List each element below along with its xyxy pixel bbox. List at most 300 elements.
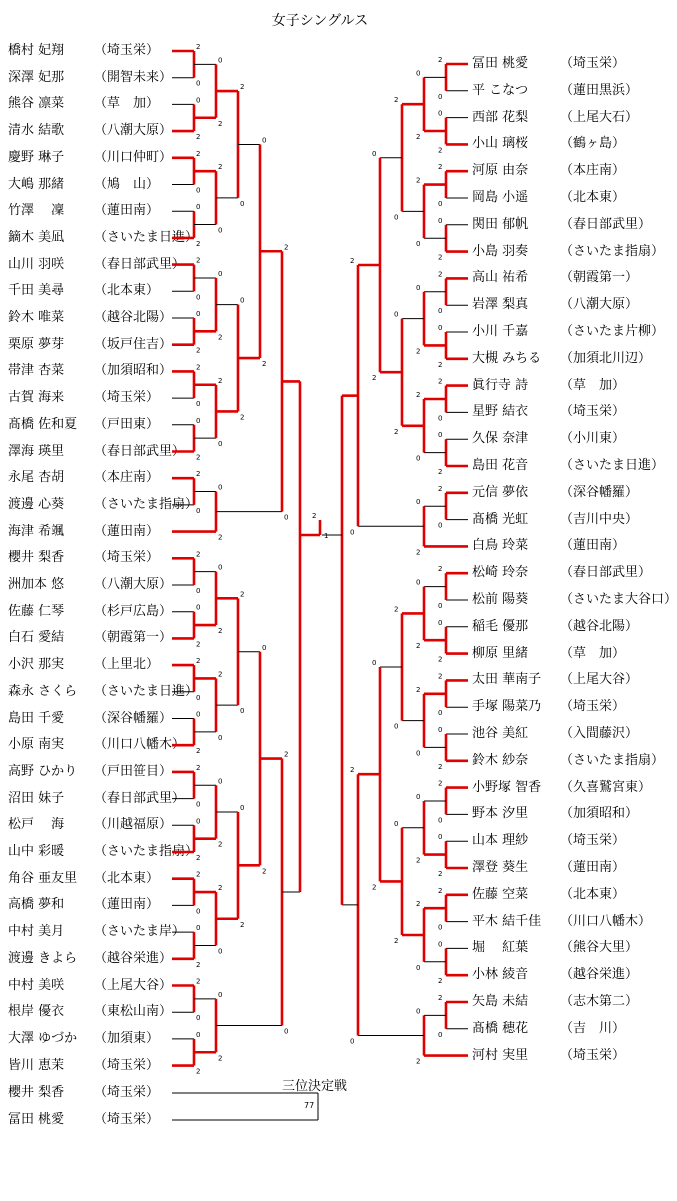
match-result: 2 [394,427,399,436]
match-result: 2 [240,83,245,92]
player-school: （川口八幡木） [560,913,652,929]
match-result: 2 [196,470,201,479]
match-result: 0 [438,216,443,225]
match-result: 2 [196,363,201,372]
match-result: 2 [196,977,201,986]
player-school: （蓮田南） [94,897,160,913]
match-result: 0 [196,603,201,612]
match-result: 0 [438,726,443,734]
match-result: 0 [196,293,201,302]
player-school: （埼玉栄） [560,833,626,849]
match-result: 2 [438,253,443,262]
player-name: 松前 陽葵 [472,592,529,607]
player-school: （春日部武里） [560,565,652,581]
player-school: （さいたま日進） [560,458,665,473]
player-school: （さいたま日進） [94,229,199,245]
player-name: 眞行寺 詩 [472,377,529,393]
player-school: （北本東） [94,870,160,886]
match-result: 0 [196,506,201,515]
match-result: 2 [196,453,201,462]
player-school: （加須東） [94,1030,160,1046]
player-school: （八潮大原） [94,577,173,592]
match-result: 0 [416,454,421,463]
player-school: （深谷幡羅） [94,710,173,726]
player-name: 山中 彩暖 [8,844,65,859]
player-school: （東松山南） [94,1004,173,1020]
match-result: 0 [416,283,421,292]
player-school: （埼玉栄） [560,56,626,71]
player-school: （草 加） [94,96,160,112]
match-result: 0 [416,498,421,507]
match-result: 0 [196,1014,201,1023]
player-name: 堀 紅葉 [472,940,529,956]
match-result: 0 [438,200,443,208]
player-school: （埼玉栄） [560,404,626,420]
player-school: （上尾大石） [560,109,639,125]
match-result: 0 [350,528,355,537]
player-name: 鏑木 美凪 [8,229,65,245]
player-name: 冨田 桃愛 [472,56,529,71]
match-result: 2 [196,346,201,355]
match-result: 2 [416,176,421,185]
player-name: 手塚 陽菜乃 [472,699,542,715]
match-result: 2 [240,413,245,422]
match-result: 2 [218,670,223,679]
player-name: 平木 結千佳 [472,913,542,929]
match-result: 2 [438,377,443,386]
match-result: 0 [438,833,443,842]
match-result: 0 [284,513,289,522]
player-school: （埼玉栄） [94,1085,160,1100]
match-result: 0 [196,1030,201,1039]
player-school: （深谷幡羅） [560,484,639,500]
player-name: 栗原 夢芽 [8,336,65,352]
match-result: 2 [218,163,223,172]
player-name: 関田 郁帆 [472,216,529,232]
player-school: （吉 川） [560,1020,626,1036]
player-school: （さいたま指扇） [560,752,665,768]
player-name: 大嶋 那緒 [8,176,65,192]
player-name: 池谷 美紅 [472,726,529,741]
player-school: （春日部武里） [94,256,186,272]
player-school: （開智未来） [94,69,173,85]
player-name: 小島 羽奏 [472,243,529,259]
player-school: （八潮大原） [560,297,639,313]
match-result: 0 [438,816,443,825]
player-school: （鶴ヶ島） [560,136,626,152]
player-name: 野本 汐里 [472,806,529,822]
match-result: 0 [196,203,201,212]
player-name: 島田 花音 [472,458,529,473]
player-name: 根岸 優衣 [8,1004,65,1020]
player-school: （蓮田南） [560,538,626,554]
player-name: 帯津 杏菜 [8,363,65,379]
player-school: （上尾大谷） [94,977,173,993]
player-name: 皆川 恵茉 [8,1057,65,1073]
player-name: 太田 華南子 [472,672,542,688]
match-result: 0 [218,777,223,786]
player-school: （上里北） [94,657,160,673]
match-result: 0 [196,907,201,916]
player-name: 佐藤 空菜 [472,886,529,902]
match-result: 2 [438,56,443,64]
match-result: 0 [394,310,399,319]
match-result: 0 [218,56,223,65]
player-name: 中村 美咲 [8,977,65,993]
player-school: （埼玉栄） [560,1047,626,1063]
match-result: 0 [196,800,201,809]
player-name: 渡邊 心葵 [8,496,65,512]
match-result: 2 [196,640,201,649]
player-school: （蓮田南） [560,860,626,875]
player-name: 千田 美尋 [8,283,65,299]
player-name: 熊谷 凛菜 [8,96,65,112]
player-name: 清水 結歌 [8,123,65,139]
match-result: 0 [262,136,267,145]
match-result: 2 [416,347,421,356]
player-school: （加須昭和） [560,806,639,822]
player-name: 松崎 玲奈 [472,565,529,581]
match-result: 0 [438,618,443,627]
match-result: 2 [438,977,443,986]
match-result: 0 [218,483,223,492]
player-school: （入間藤沢） [560,726,639,741]
player-school: （蓮田南） [94,523,160,539]
player-school: （北本東） [560,190,626,205]
match-result: 0 [438,1030,443,1039]
player-school: （埼玉栄） [94,1057,160,1073]
player-name: 白石 愛結 [8,630,65,646]
match-result: 0 [438,307,443,316]
player-name: 慶野 琳子 [8,149,65,165]
match-result: 2 [416,900,421,909]
match-result: 0 [240,296,245,305]
match-result: 2 [262,360,267,369]
player-name: 矢島 未結 [472,994,529,1009]
player-school: （久喜鷲宮東） [560,779,652,795]
match-result: 2 [438,672,443,681]
player-school: （川越福原） [94,817,173,833]
player-name: 白鳥 玲菜 [472,538,529,554]
match-result: 0 [218,440,223,449]
player-school: （さいたま指扇） [560,243,665,259]
page-title: 女子シングルス [271,13,369,29]
player-name: 中村 美月 [8,924,65,940]
player-name: 角谷 亜友里 [8,870,78,886]
match-result: 2 [196,149,201,158]
player-name: 山本 理紗 [472,833,529,849]
player-name: 西部 花梨 [472,109,529,125]
match-result: 2 [416,133,421,141]
third-place-score: 77 [304,1101,315,1110]
player-name: 古賀 海来 [8,390,65,406]
player-name: 永尾 杏胡 [8,470,65,486]
match-result: 2 [416,548,421,557]
player-school: （蓮田黒浜） [560,82,639,98]
player-name: 島田 千愛 [8,710,65,726]
player-school: （さいたま指扇） [94,496,199,512]
match-result: 0 [438,414,443,423]
player-school: （さいたま岸） [94,924,186,940]
final-right-result: 1 [324,532,329,540]
match-result: 2 [350,766,355,775]
match-result: 0 [218,733,223,742]
match-result: 2 [438,886,443,895]
match-result: 2 [438,762,443,771]
match-result: 0 [218,563,223,572]
player-name: 深澤 妃那 [8,69,65,85]
player-school: （埼玉栄） [94,1112,160,1127]
player-school: （さいたま指扇） [94,844,199,859]
match-result: 2 [438,655,443,664]
match-result: 0 [416,69,421,78]
match-result: 0 [438,109,443,118]
player-name: 橋村 妃翔 [8,43,65,58]
match-result: 0 [394,819,399,828]
player-name: 髙橋 佐和夏 [8,416,78,432]
match-result: 2 [218,1054,223,1063]
player-school: （埼玉栄） [560,699,626,715]
match-result: 0 [350,1037,355,1046]
match-result: 2 [196,763,201,772]
player-name: 森永 さくら [8,683,78,699]
match-result: 2 [218,376,223,385]
match-result: 0 [218,990,223,999]
match-result: 0 [394,722,399,731]
match-result: 2 [196,960,201,969]
match-result: 2 [196,550,201,559]
match-result: 2 [196,239,201,248]
player-name: 髙橋 穂花 [472,1020,529,1036]
match-result: 0 [196,817,201,826]
match-result: 2 [196,43,201,51]
match-result: 0 [196,186,201,195]
match-result: 0 [438,940,443,949]
match-result: 2 [372,374,377,383]
match-result: 0 [240,707,245,716]
match-result: 0 [438,923,443,932]
match-result: 2 [218,627,223,636]
match-result: 2 [394,96,399,105]
player-school: （川口八幡木） [94,737,186,753]
match-result: 2 [284,243,289,252]
player-school: （埼玉栄） [94,550,160,566]
player-school: （本庄南） [94,470,160,486]
player-school: （上尾大谷） [560,672,639,688]
player-name: 高野 ひかり [8,763,78,779]
match-result: 0 [196,693,201,702]
player-school: （越谷栄進） [94,950,173,966]
player-name: 櫻井 梨香 [8,1085,65,1100]
match-result: 2 [438,468,443,476]
match-result: 0 [394,213,399,222]
player-school: （北本東） [560,886,626,902]
player-school: （越谷北陽） [560,618,639,634]
match-result: 0 [196,587,201,595]
match-result: 2 [196,854,201,862]
match-result: 0 [196,79,201,88]
player-school: （さいたま片柳） [560,324,665,339]
match-result: 0 [240,803,245,812]
match-result: 2 [416,685,421,694]
match-result: 2 [438,870,443,878]
player-name: 髙橋 光虹 [472,511,529,527]
match-result: 0 [196,416,201,425]
match-result: 2 [218,533,223,542]
player-name: 小山 璃桜 [472,136,529,152]
player-name: 櫻井 梨香 [8,550,65,566]
match-result: 2 [218,884,223,893]
match-result: 0 [416,793,421,801]
match-result: 0 [416,963,421,972]
match-result: 0 [284,1027,289,1036]
match-result: 2 [372,883,377,892]
match-result: 2 [438,163,443,172]
match-result: 2 [240,590,245,599]
player-school: （蓮田南） [94,203,160,219]
player-school: （小川東） [560,431,626,447]
match-result: 2 [394,605,399,614]
final-left-result: 2 [312,512,317,520]
player-name: 岩澤 梨真 [472,297,529,313]
match-result: 2 [350,257,355,265]
player-school: （熊谷大里） [560,940,639,956]
player-name: 渡邊 きよら [8,950,78,966]
player-school: （越谷北陽） [94,310,173,325]
match-result: 2 [196,870,201,879]
player-name: 洲加本 悠 [8,577,65,592]
player-name: 松戸 海 [8,817,65,833]
player-name: 小沢 那実 [8,657,65,673]
match-result: 0 [438,521,443,530]
match-result: 2 [240,920,245,929]
player-school: （吉川中央） [560,511,639,527]
match-result: 2 [438,779,443,788]
match-result: 2 [218,119,223,128]
match-result: 2 [438,270,443,279]
match-result: 0 [218,947,223,956]
player-school: （草 加） [560,645,626,661]
player-name: 岡島 小遥 [472,190,529,205]
player-school: （本庄南） [560,163,626,179]
player-school: （朝霞第一） [94,630,173,646]
match-result: 0 [438,431,443,440]
player-name: 高山 祐希 [472,270,529,286]
player-name: 河原 由奈 [472,163,529,179]
player-school: （埼玉栄） [94,390,160,406]
player-name: 佐藤 仁琴 [8,603,65,619]
player-name: 平 こなつ [472,82,529,98]
player-school: （埼玉栄） [94,43,160,58]
player-school: （加須昭和） [94,363,173,379]
player-name: 澤登 葵生 [472,860,529,875]
player-school: （春日部武里） [94,443,186,459]
player-name: 久保 奈津 [472,431,529,447]
match-result: 2 [262,867,267,876]
player-school: （杉戸広島） [94,603,173,619]
player-school: （草 加） [560,377,626,393]
match-result: 2 [416,856,421,865]
match-result: 2 [438,146,443,155]
player-school: （越谷栄進） [560,967,639,983]
match-result: 0 [438,709,443,718]
match-result: 0 [196,310,201,318]
match-result: 0 [438,602,443,610]
player-name: 星野 結衣 [472,404,529,420]
player-school: （さいたま大谷口） [560,592,677,607]
match-result: 0 [372,659,377,667]
match-result: 0 [372,149,377,158]
match-result: 2 [416,642,421,651]
match-result: 2 [218,840,223,849]
match-result: 0 [196,400,201,409]
match-result: 2 [284,750,289,759]
match-result: 0 [438,92,443,101]
match-result: 0 [240,199,245,208]
player-name: 鈴木 紗奈 [472,752,529,768]
player-school: （加須北川辺） [560,350,652,366]
player-school: （さいたま日進） [94,683,199,699]
player-school: （鳩 山） [94,176,160,192]
player-name: 小川 千嘉 [472,324,529,339]
player-name: 河村 実里 [472,1047,529,1063]
player-school: （戸田東） [94,416,160,432]
player-school: （川口仲町） [94,149,173,165]
match-result: 2 [416,391,421,399]
player-school: （朝霞第一） [560,270,639,286]
match-result: 0 [196,710,201,719]
player-name: 海津 希颯 [8,523,65,539]
third-place-label: 三位決定戦 [282,1079,348,1094]
match-result: 2 [438,565,443,574]
player-name: 小林 綾音 [472,967,529,983]
match-result: 0 [262,643,267,652]
player-school: （八潮大原） [94,123,173,139]
player-school: （志木第二） [560,994,639,1009]
match-result: 2 [196,133,201,142]
match-result: 2 [416,1057,421,1066]
player-name: 山川 羽咲 [8,256,65,272]
player-school: （北本東） [94,283,160,299]
match-result: 0 [196,96,201,105]
player-name: 元信 夢依 [472,484,529,500]
match-result: 0 [218,269,223,278]
match-result: 2 [394,937,399,945]
match-result: 0 [218,226,223,235]
match-result: 0 [438,324,443,332]
player-name: 柳原 里緒 [472,645,529,661]
match-result: 2 [438,994,443,1002]
match-result: 2 [196,1067,201,1076]
player-name: 澤海 瑛里 [8,443,65,459]
match-result: 2 [438,360,443,369]
match-result: 0 [416,749,421,758]
match-result: 0 [416,1007,421,1016]
player-school: （坂戸住吉） [94,336,173,352]
match-result: 2 [196,657,201,666]
player-name: 鈴木 唯菜 [8,310,65,325]
player-name: 冨田 桃愛 [8,1112,65,1127]
match-result: 2 [196,747,201,756]
player-name: 小原 南実 [8,737,65,753]
player-name: 稲毛 優那 [472,618,529,634]
player-name: 沼田 妹子 [8,790,65,806]
match-result: 2 [196,256,201,265]
match-result: 0 [416,240,421,249]
player-name: 小野塚 智香 [472,779,542,795]
player-school: （戸田笹目） [94,763,173,779]
player-name: 大澤 ゆづか [8,1030,78,1046]
